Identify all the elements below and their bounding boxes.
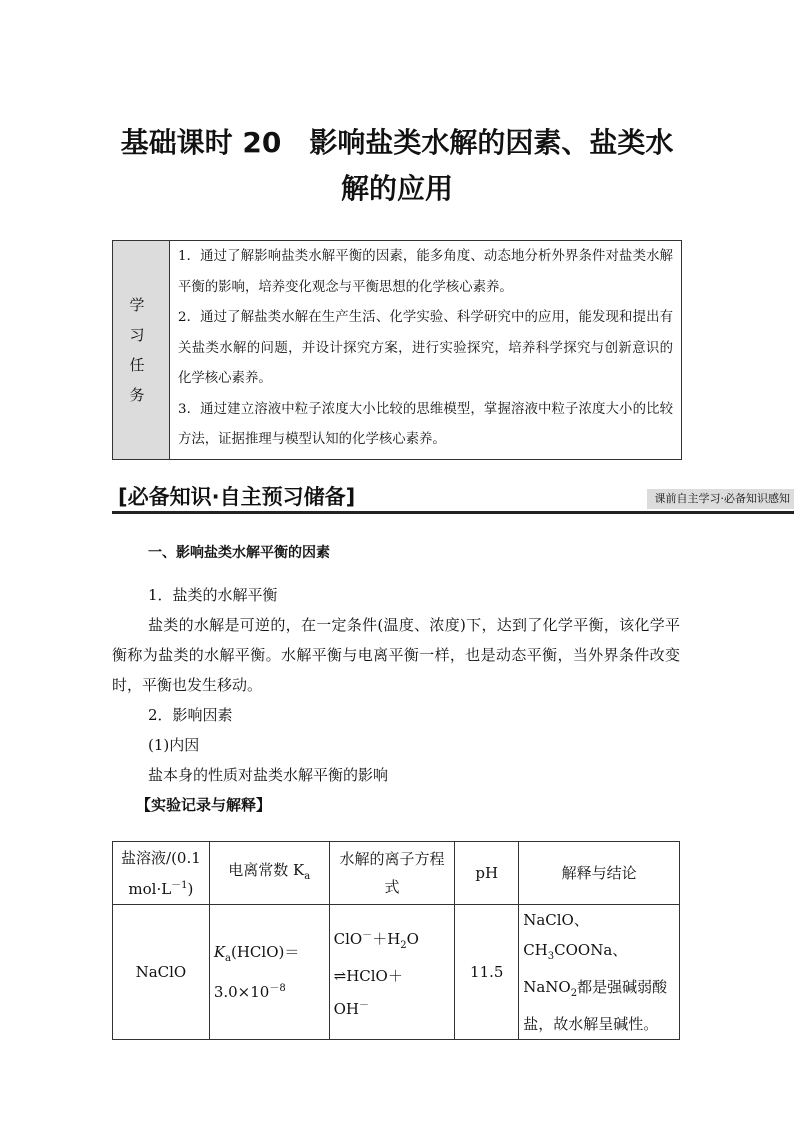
experiment-table [112,841,680,1040]
main-content [112,538,680,820]
learning-objectives-box [112,240,682,460]
subheading-hydrolysis-equilibrium: 1．盐类的水解平衡 [148,586,278,604]
table-row [113,905,680,1040]
objective-item-2: 2．通过了解盐类水解在生产生活、化学实验、科学研究中的应用，能发现和提出有关盐类水解的问题，并设计探究方案，进行实验探究，培养科学探究与创新意识的化学核心素养。 [178,310,673,386]
cell-salt: NaClO [113,905,210,1040]
table-header-row [113,842,680,905]
page-title [60,120,734,212]
objective-item-3: 3．通过建立溶液中粒子浓度大小比较的思维模型，掌握溶液中粒子浓度大小的比较方法，证据推理与模型认知的化学核心素养。 [178,401,673,447]
title-line-2: 解的应用 [340,172,453,205]
header-ionization-constant: 电离常数 $K_a$ [209,842,329,905]
paragraph-hydrolysis-equilibrium: 盐类的水解是可逆的，在一定条件(温度、浓度)下，达到了化学平衡，该化学平衡称为盐类的水解平衡。水解平衡与电离平衡一样，也是动态平衡，当外界条件改变时，平衡也发生移动。 [112,616,680,694]
heading-factors: 一、影响盐类水解平衡的因素 [148,545,330,561]
title-line-1: 基础课时 20 影响盐类水解的因素、盐类水 [120,126,674,159]
header-hydrolysis-equation: 水解的离子方程式 [329,842,455,905]
section-divider [112,511,794,514]
subheading-internal-cause: (1)内因 [148,736,200,754]
cell-ph: 11.5 [455,905,519,1040]
objectives-label-line-1: 学习 [129,296,153,344]
section-tag: 课前自主学习·必备知识感知 [647,489,794,509]
objectives-label-line-2: 任务 [129,356,153,404]
cell-ionization-constant: $K_a(HClO)=$ $3.0\times 10^{-8}$ [209,905,329,1040]
subheading-factors: 2．影响因素 [148,706,233,724]
section-title: [必备知识·自主预习储备] [118,485,356,509]
cell-hydrolysis-equation: $ClO^-+H_2O$ ⇌HClO＋ OH－ [329,905,455,1040]
objective-item-1: 1．通过了解影响盐类水解平衡的因素，能多角度、动态地分析外界条件对盐类水解平衡的影响，培养变化观念与平衡思想的化学核心素养。 [178,249,673,295]
objectives-list [170,241,681,459]
cell-explanation: NaClO、$CH_3COONa$、 NaNO$_2$都是强碱弱酸 盐，故水解呈碱性。 [519,905,680,1040]
header-explanation: 解释与结论 [519,842,680,905]
objectives-label [113,241,170,459]
header-ph: pH [455,842,519,905]
reversible-arrow-icon: ⇌ [333,966,347,985]
paragraph-internal-cause: 盐本身的性质对盐类水解平衡的影响 [148,766,389,784]
experiment-record-label: 【实验记录与解释】 [136,796,272,814]
section-header [112,482,794,512]
header-salt-solution: 盐溶液/(0.1 $mol\cdot L^{-1}$) [113,842,210,905]
